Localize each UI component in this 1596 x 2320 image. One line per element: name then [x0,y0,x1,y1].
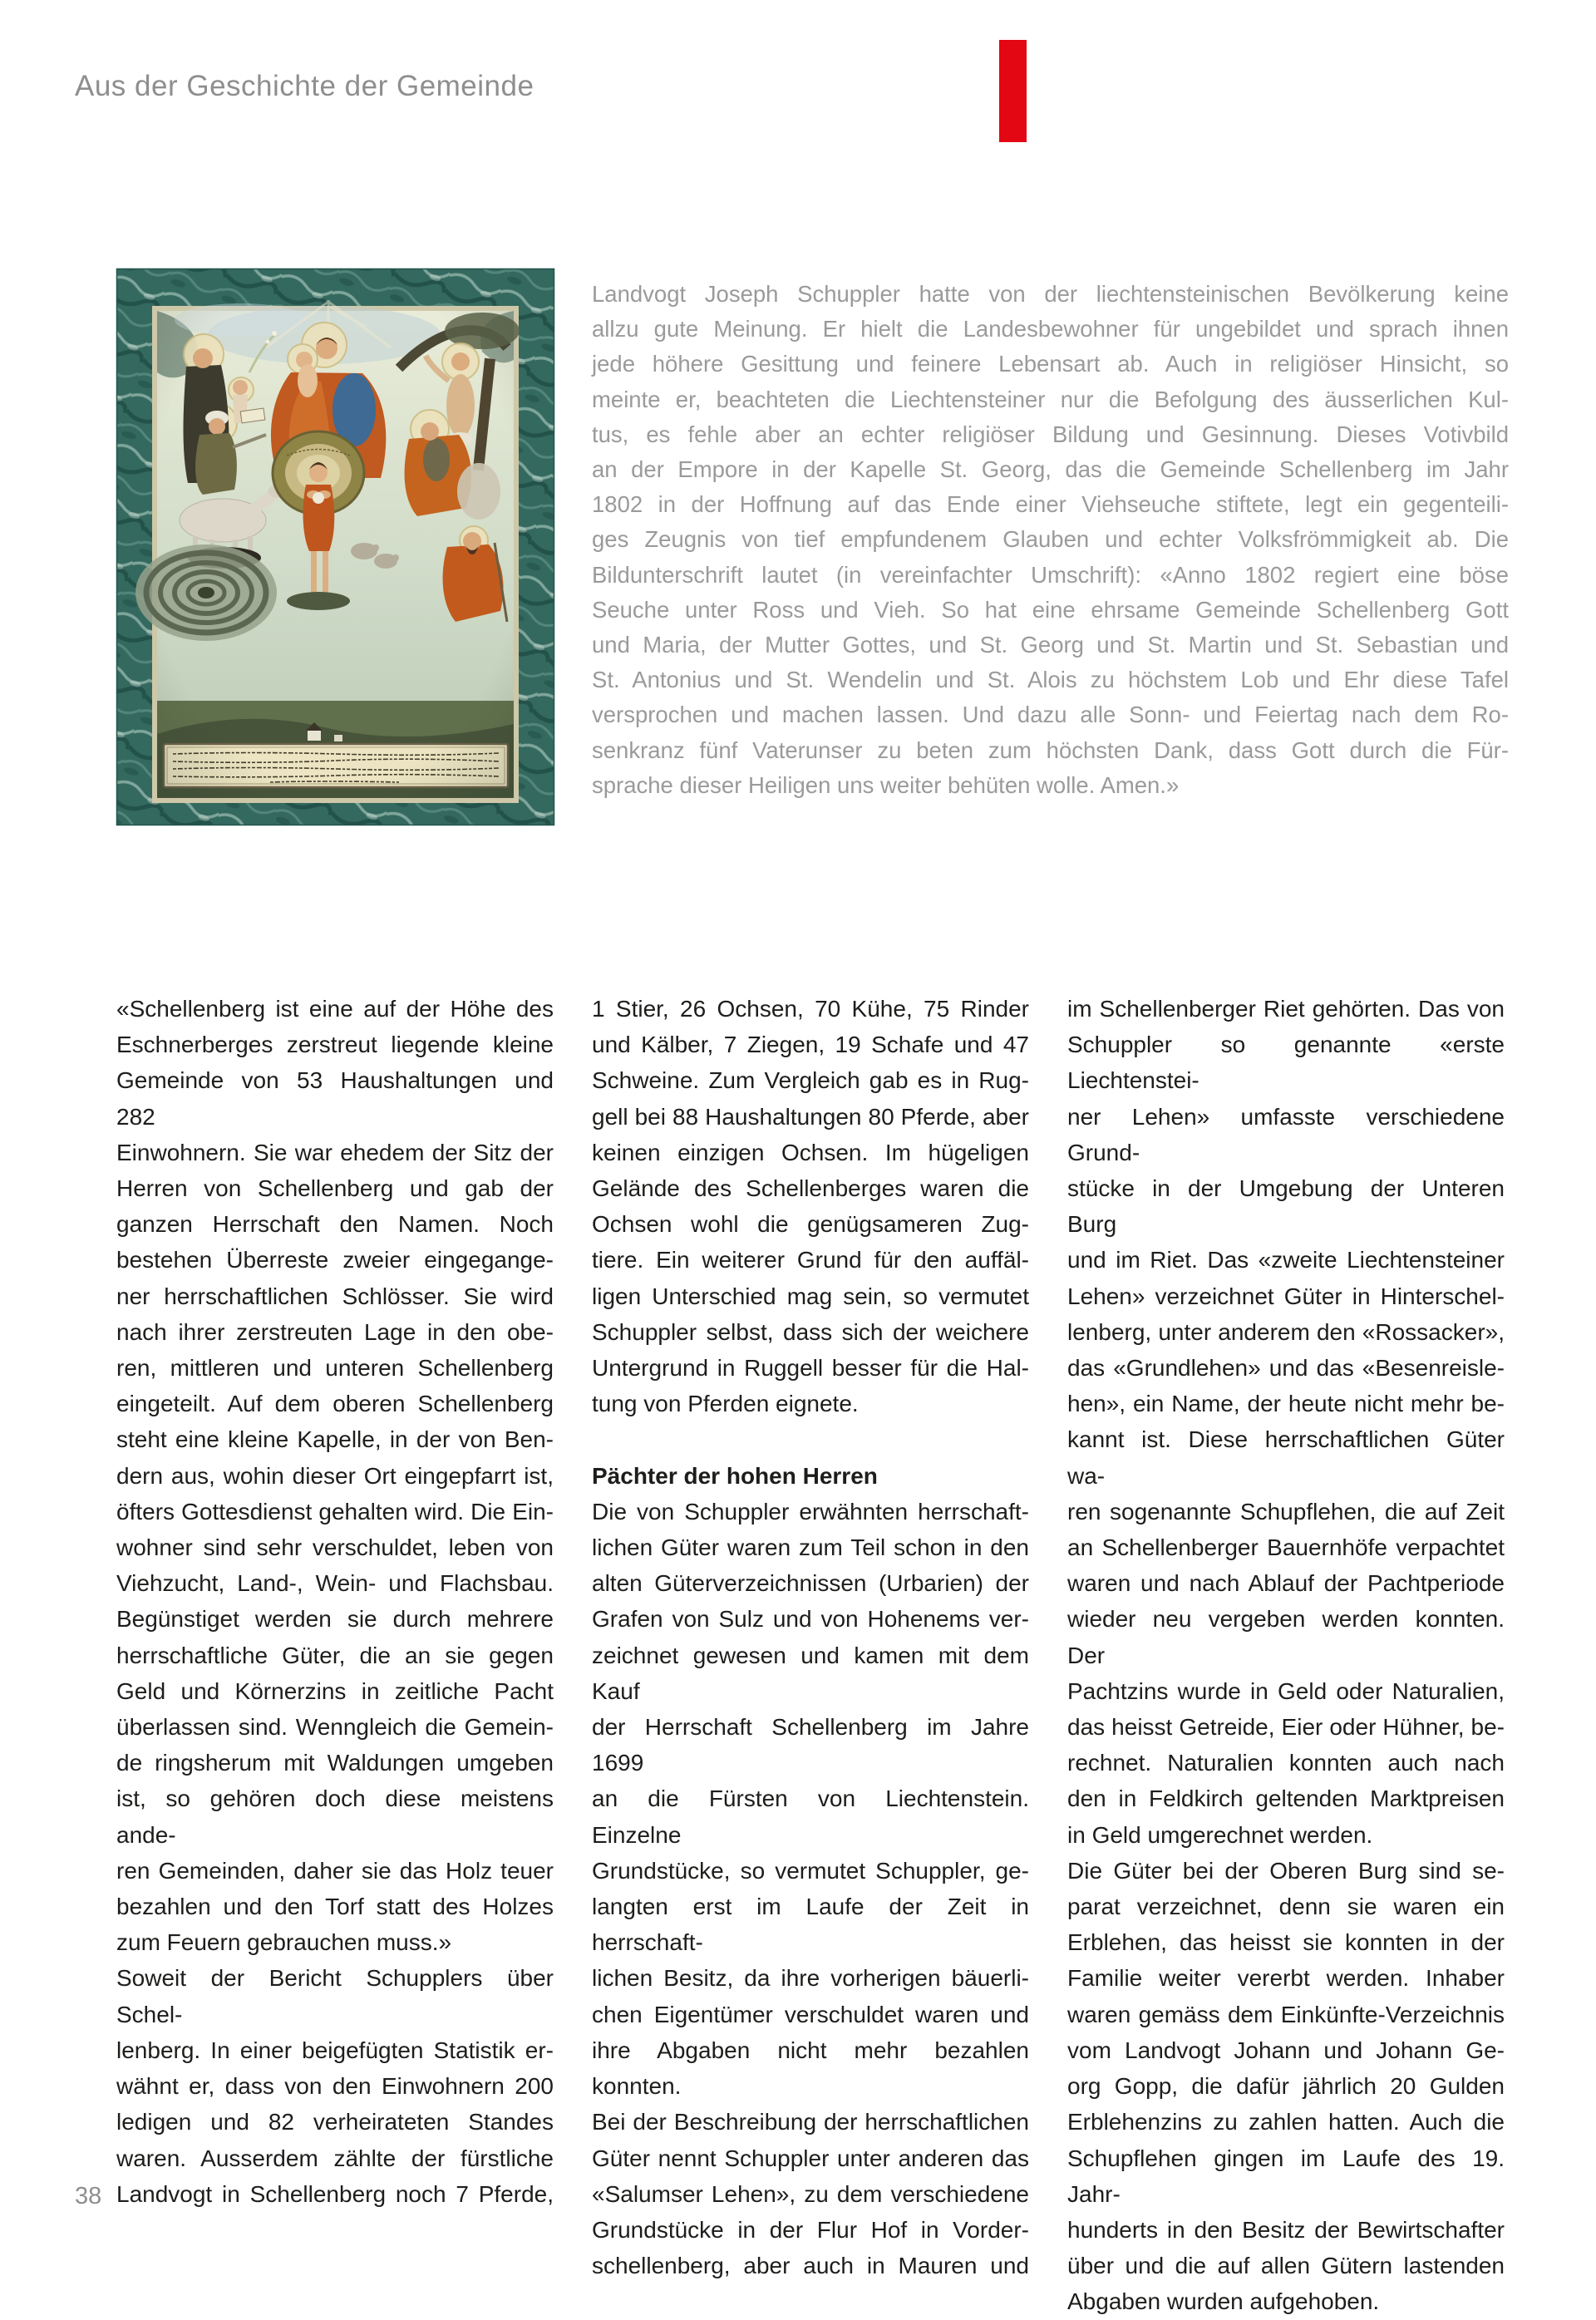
text-line: de ringsherum mit Waldungen umgeben [116,1750,554,1776]
text-line: über und die auf allen Gütern lastenden [1067,2253,1505,2279]
text-line: lenberg. In einer beigefügten Statistik er- [116,2037,554,2063]
text-line: Schuppler so genannte «erste Liechtenstei- [1067,1032,1505,1094]
text-line: Ochsen wohl die genügsameren Zug- [592,1211,1029,1238]
running-head: Aus der Geschichte der Gemeinde [75,70,534,102]
text-line: St. Antonius und St. Wendelin und St. Alois zu höchstem Lob und Ehr diese Tafel [592,667,1509,693]
text-line: Landvogt in Schellenberg noch 7 Pferde, [116,2180,554,2207]
text-line: Begünstiget werden sie durch mehrere [116,1606,554,1633]
text-line: tus, es fehle aber an echter religiöser Bildung und Gesinnung. Dieses Votivbild [592,421,1509,447]
text-line: öfters Gottesdienst gehalten wird. Die Ein- [116,1498,554,1525]
text-line: Soweit der Bericht Schupplers über Schel- [116,1965,554,2027]
text-line: Die von Schuppler erwähnten herrschaft- [592,1498,1029,1525]
text-line: ges Zeugnis von tief empfundenem Glauben und echter Volksfrömmigkeit ab. Die [592,526,1509,553]
text-line: Pachtzins wurde in Geld oder Naturalien, [1067,1677,1505,1704]
painting-scene [135,300,520,798]
text-line: ner herrschaftlichen Schlösser. Sie wird [116,1283,554,1309]
intro-caption [592,277,1509,803]
text-line: rechnet. Naturalien konnten auch nach [1067,1750,1505,1776]
text-line: lichen Güter waren zum Teil schon in den [592,1534,1029,1561]
text-line: ganzen Herrschaft den Namen. Noch [116,1211,554,1238]
text-line: Schweine. Zum Vergleich gab es in Rug- [592,1067,1029,1094]
text-line: und Kälber, 7 Ziegen, 19 Schafe und 47 [592,1032,1029,1058]
text-line: tiere. Ein weiterer Grund für den auffäl- [592,1247,1029,1273]
text-line: waren. Ausserdem zählte der fürstliche [116,2145,554,2171]
text-line: Einwohnern. Sie war ehedem der Sitz der [116,1139,554,1165]
text-line: ist, so gehören doch diese meistens ande- [116,1786,554,1848]
text-line: tung von Pferden eignete. [592,1391,859,1417]
text-line: ledigen und 82 verheirateten Standes [116,2109,554,2135]
text-line: Bei der Beschreibung der herrschaftlichen [592,2109,1029,2135]
votive-painting-image [116,268,554,825]
text-line: an die Fürsten von Liechtenstein. Einzelne [592,1786,1029,1848]
text-line: Erblehen, das heisst sie konnten in der [1067,1929,1505,1956]
text-line: wieder neu vergeben werden konnten. Der [1067,1606,1505,1668]
text-line: «Schellenberg ist eine auf der Höhe des [116,996,554,1022]
text-line: ren Gemeinden, daher sie das Holz teuer [116,1857,554,1884]
text-line: Geld und Körnerzins in zeitliche Pacht [116,1677,554,1704]
text-line: an der Empore in der Kapelle St. Georg, das die Gemeinde Schellenberg im Jahr [592,456,1509,483]
body-column-1 [116,991,554,2212]
text-line: alten Güterverzeichnissen (Urbarien) der [592,1570,1029,1597]
text-line: waren und nach Ablauf der Pachtperiode [1067,1570,1505,1597]
text-line: hunderts in den Besitz der Bewirtschafter [1067,2216,1505,2243]
text-line: hen», ein Name, der heute nicht mehr be- [1067,1391,1505,1417]
text-line: ligen Unterschied mag sein, so vermutet [592,1283,1029,1309]
text-line: an Schellenberger Bauernhöfe verpachtet [1067,1534,1505,1561]
text-line: Herren von Schellenberg und gab der [116,1175,554,1202]
column-heading: Pächter der hohen Herren [592,1462,878,1489]
text-line: versprochen und machen lassen. Und dazu alle Sonn- und Feiertag nach dem Ro- [592,702,1509,728]
text-line: in Geld umgerechnet werden. [1067,1821,1373,1848]
text-line: Viehzucht, Land-, Wein- und Flachsbau. [116,1570,554,1597]
text-line: jede höhere Gesittung und feinere Lebensart ab. Auch in religiöser Hinsicht, so [592,351,1509,377]
text-line: schellenberg, aber auch in Mauren und [592,2253,1029,2279]
text-line: senkranz fünf Vaterunser zu beten zum höchsten Dank, dass Gott durch die Für- [592,736,1509,763]
text-line: parat verzeichnet, denn sie waren ein [1067,1894,1505,1920]
text-line: sprache dieser Heiligen uns weiter behüten wolle. Amen.» [592,771,1180,798]
text-line: allzu gute Meinung. Er hielt die Landesbewohner für ungebildet und sprach ihnen [592,316,1509,342]
text-line: Erblehenzins zu zahlen hatten. Auch die [1067,2109,1505,2135]
text-line: Untergrund in Ruggell besser für die Hal- [592,1355,1029,1382]
text-line: «Salumser Lehen», zu dem verschiedene [592,2180,1029,2207]
text-line: 1 Stier, 26 Ochsen, 70 Kühe, 75 Rinder [592,996,1029,1022]
text-line: ner Lehen» umfasste verschiedene Grund- [1067,1103,1505,1165]
text-line: nach ihrer zerstreuten Lage in den obe- [116,1318,554,1345]
text-line: Abgaben wurden aufgehoben. [1067,2288,1380,2315]
text-line: 1802 in der Hoffnung auf das Ende einer Viehseuche stiftete, legt ein gegenteili- [592,491,1509,518]
text-line: Eschnerberges zerstreut liegende kleine [116,1032,554,1058]
text-line: waren gemäss dem Einkünfte-Verzeichnis [1067,2001,1505,2027]
text-line: und im Riet. Das «zweite Liechtensteiner [1067,1247,1505,1273]
text-line: Landvogt Joseph Schuppler hatte von der liechtensteinischen Bevölkerung keine [592,281,1509,307]
text-line: Grafen von Sulz und von Hohenems ver- [592,1606,1029,1633]
text-line: gell bei 88 Haushaltungen 80 Pferde, aber [592,1103,1029,1130]
red-page-marker [999,40,1027,142]
text-line: wohner sind sehr verschuldet, leben von [116,1534,554,1561]
text-line: kannt ist. Diese herrschaftlichen Güter wa- [1067,1426,1505,1489]
text-line: Grundstücke, so vermutet Schuppler, ge- [592,1857,1029,1884]
text-line: ihre Abgaben nicht mehr bezahlen konnten. [592,2037,1029,2100]
text-line: vom Landvogt Johann und Johann Ge- [1067,2037,1505,2063]
text-line: Bildunterschrift lautet (in vereinfachter Umschrift): «Anno 1802 regiert eine böse [592,561,1509,588]
text-line: dern aus, wohin dieser Ort eingepfarrt ist, [116,1462,554,1489]
text-line: keinen einzigen Ochsen. Im hügeligen [592,1139,1029,1165]
text-line: Schuppler selbst, dass sich der weichere [592,1318,1029,1345]
text-line: ren, mittleren und unteren Schellenberg [116,1355,554,1382]
text-line: chen Eigentümer verschuldet waren und [592,2001,1029,2027]
text-line: steht eine kleine Kapelle, in der von Ben- [116,1426,554,1453]
text-line: lenberg, unter anderem den «Rossacker», [1067,1318,1505,1345]
text-line: meinte er, beachteten die Liechtensteiner nur die Befolgung des äusserlichen Kul- [592,386,1509,412]
text-line: und Maria, der Mutter Gottes, und St. Georg und St. Martin und St. Sebastian und [592,632,1509,658]
text-line: überlassen sind. Wenngleich die Gemein- [116,1714,554,1741]
line-gap [592,1421,1029,1457]
text-line: stücke in der Umgebung der Unteren Burg [1067,1175,1505,1238]
text-line: zeichnet gewesen und kamen mit dem Kauf [592,1642,1029,1704]
body-column-3 [1067,991,1505,2320]
text-line: langten erst im Laufe der Zeit in herrschaft- [592,1894,1029,1956]
body-column-2 [592,991,1029,2283]
text-line: eingeteilt. Auf dem oberen Schellenberg [116,1391,554,1417]
text-line: Die Güter bei der Oberen Burg sind se- [1067,1857,1505,1884]
text-line: zum Feuern gebrauchen muss.» [116,1929,452,1956]
text-line: Seuche unter Ross und Vieh. So hat eine ehrsame Gemeinde Schellenberg Gott [592,596,1509,623]
text-line: Gelände des Schellenberges waren die [592,1175,1029,1202]
page-number: 38 [75,2183,102,2209]
text-line: lichen Besitz, da ihre vorherigen bäuerli- [592,1965,1029,1992]
text-line: der Herrschaft Schellenberg im Jahre 1699 [592,1714,1029,1776]
text-line: den in Feldkirch geltenden Marktpreisen [1067,1786,1505,1812]
text-line: wähnt er, dass von den Einwohnern 200 [116,2073,554,2100]
text-line: im Schellenberger Riet gehörten. Das von [1067,996,1505,1022]
text-line: Güter nennt Schuppler unter anderen das [592,2145,1029,2171]
votive-painting [116,268,554,825]
text-line: das «Grundlehen» und das «Besenreisle- [1067,1355,1505,1382]
text-line: Lehen» verzeichnet Güter in Hinterschel- [1067,1283,1505,1309]
text-line: Gemeinde von 53 Haushaltungen und 282 [116,1067,554,1130]
text-line: org Gopp, die dafür jährlich 20 Gulden [1067,2073,1505,2100]
text-line: herrschaftliche Güter, die an sie gegen [116,1642,554,1668]
text-line: Familie weiter vererbt werden. Inhaber [1067,1965,1505,1992]
text-line: Grundstücke in der Flur Hof in Vorder- [592,2216,1029,2243]
text-line: bestehen Überreste zweier eingegange- [116,1247,554,1273]
text-line: ren sogenannte Schupflehen, die auf Zeit [1067,1498,1505,1525]
text-line: bezahlen und den Torf statt des Holzes [116,1894,554,1920]
text-line: das heisst Getreide, Eier oder Hühner, be- [1067,1714,1505,1741]
text-line: Schupflehen gingen im Laufe des 19. Jahr- [1067,2145,1505,2207]
